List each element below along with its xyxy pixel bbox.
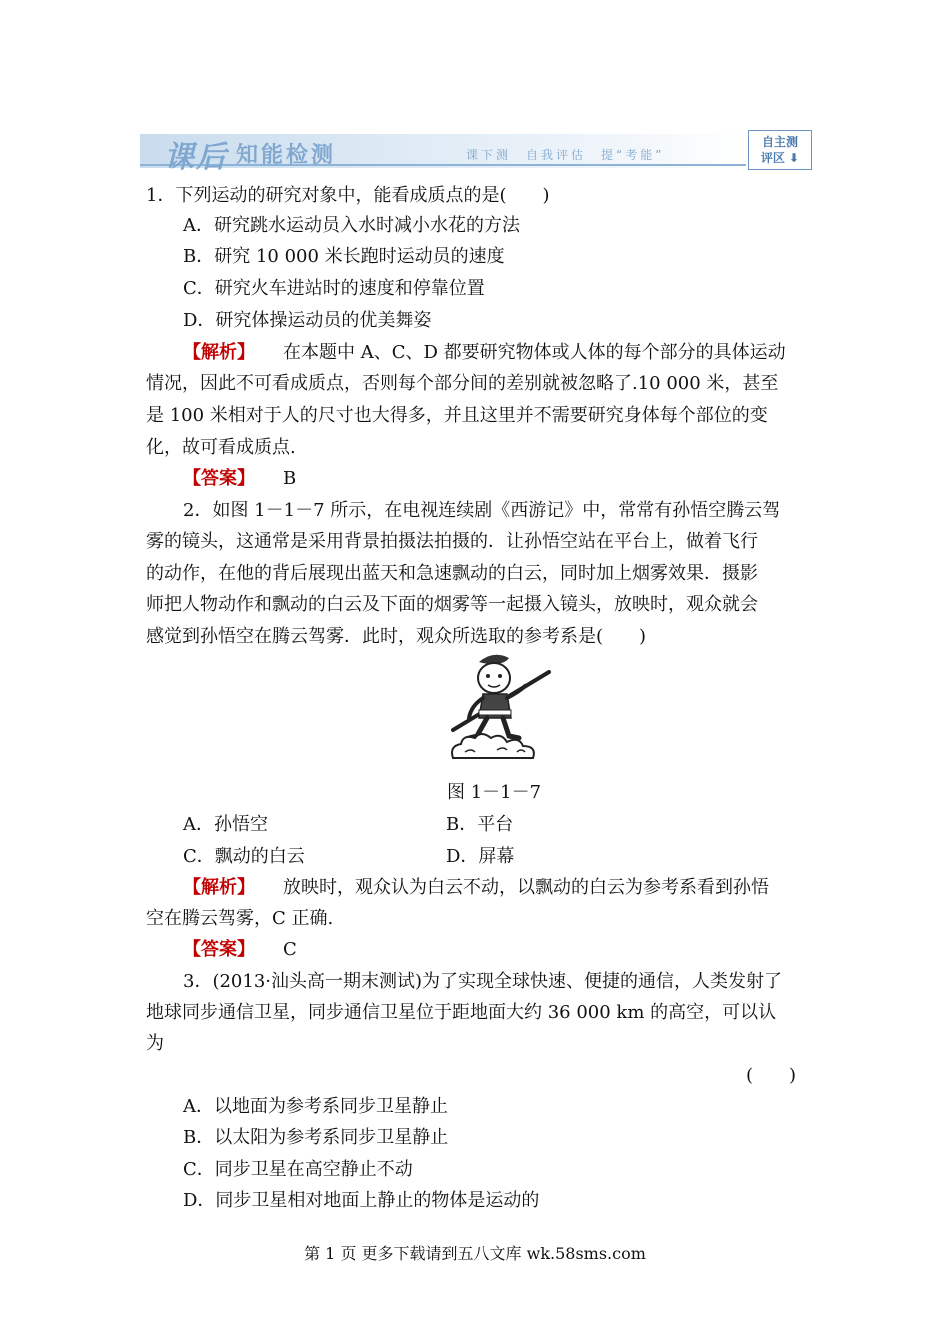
q2-stem-line-1: 2．如图 1－1－7 所示，在电视连续剧《西游记》中，常常有孙悟空腾云驾 bbox=[183, 500, 781, 521]
q2-stem-line-2: 雾的镜头，这通常是采用背景拍摄法拍摄的．让孙悟空站在平台上，做着飞行 bbox=[146, 531, 758, 552]
q3-stem-line-2: 地球同步通信卫星，同步通信卫星位于距地面大约 36 000 km 的高空，可以认 bbox=[146, 1002, 777, 1023]
q1-option-c: C．研究火车进站时的速度和停靠位置 bbox=[183, 278, 485, 299]
section-banner bbox=[140, 130, 814, 175]
belt bbox=[479, 710, 511, 715]
banner-big-chars: 课后 bbox=[164, 140, 228, 175]
q1-answer: B bbox=[283, 468, 297, 489]
q2-answer: C bbox=[283, 939, 297, 960]
q2-stem-line-4: 师把人物动作和飘动的白云及下面的烟雾等一起摄入镜头，放映时，观众就会 bbox=[146, 594, 758, 615]
q1-option-b: B．研究 10 000 米长跑时运动员的速度 bbox=[183, 246, 505, 267]
q2-option-a: A．孙悟空 bbox=[183, 814, 268, 835]
q1-answer-line bbox=[183, 467, 296, 491]
right-leg bbox=[503, 718, 519, 738]
q1-analysis-line-1 bbox=[183, 341, 786, 365]
q1-option-a: A．研究跳水运动员入水时减小水花的方法 bbox=[183, 215, 520, 236]
q2-option-c: C．飘动的白云 bbox=[183, 846, 305, 867]
figure-caption: 图 1－1－7 bbox=[447, 782, 542, 803]
q3-stem-line-3: 为 bbox=[146, 1033, 164, 1054]
right-arm bbox=[507, 686, 525, 698]
q1-option-d: D．研究体操运动员的优美舞姿 bbox=[183, 310, 432, 331]
q2-stem-line-3: 的动作，在他的背后展现出蓝天和急速飘动的白云，同时加上烟雾效果．摄影 bbox=[146, 563, 758, 584]
q2-answer-tag: 【答案】 bbox=[183, 939, 255, 960]
q2-analysis-tag: 【解析】 bbox=[183, 877, 255, 898]
q3-answer-bracket: ( ) bbox=[746, 1065, 797, 1086]
q2-option-b: B．平台 bbox=[446, 814, 514, 835]
banner-title: 知能检测 bbox=[236, 143, 337, 168]
q1-analysis-text-1: 在本题中 A、C、D 都要研究物体或人体的每个部分的具体运动 bbox=[283, 342, 786, 363]
zone-line-1: 自主测 bbox=[761, 135, 798, 149]
banner-slogan: 课下测 自我评估 提“考能” bbox=[466, 148, 665, 162]
monkey-king-figure bbox=[445, 648, 557, 772]
zone-line-2: 评区 ⬇ bbox=[760, 151, 800, 165]
q1-analysis-line-2: 情况，因此不可看成质点，否则每个部分间的差别就被忽略了.10 000 米，甚至 bbox=[146, 373, 779, 394]
q2-option-d: D．屏幕 bbox=[446, 846, 515, 867]
q2-answer-line bbox=[183, 938, 297, 962]
cloud bbox=[452, 734, 534, 758]
q2-analysis-line-2: 空在腾云驾雾，C 正确. bbox=[146, 908, 334, 929]
q2-analysis-line-1 bbox=[183, 876, 769, 900]
q3-option-c: C．同步卫星在高空静止不动 bbox=[183, 1159, 413, 1180]
q1-stem: 1．下列运动的研究对象中，能看成质点的是( ) bbox=[146, 185, 550, 206]
q3-stem-line-1: 3．(2013·汕头高一期末测试)为了实现全球快速、便捷的通信，人类发射了 bbox=[183, 971, 783, 992]
q2-analysis-text-1: 放映时，观众认为白云不动，以飘动的白云为参考系看到孙悟 bbox=[283, 877, 769, 898]
q1-analysis-line-4: 化，故可看成质点. bbox=[146, 437, 296, 458]
self-test-zone-link[interactable] bbox=[748, 130, 812, 170]
head bbox=[478, 663, 510, 693]
q3-option-b: B．以太阳为参考系同步卫星静止 bbox=[183, 1127, 449, 1148]
banner-underline bbox=[140, 164, 746, 166]
q3-option-d: D．同步卫星相对地面上静止的物体是运动的 bbox=[183, 1190, 540, 1211]
q1-answer-tag: 【答案】 bbox=[183, 468, 255, 489]
q3-option-a: A．以地面为参考系同步卫星静止 bbox=[183, 1096, 448, 1117]
q2-stem-line-5: 感觉到孙悟空在腾云驾雾．此时，观众所选取的参考系是( ) bbox=[146, 626, 647, 647]
q1-analysis-line-3: 是 100 米相对于人的尺寸也大得多，并且这里并不需要研究身体每个部位的变 bbox=[146, 405, 768, 426]
left-eye bbox=[486, 674, 490, 678]
q1-analysis-tag: 【解析】 bbox=[183, 342, 255, 363]
page-footer: 第 1 页 更多下载请到五八文库 wk.58sms.com bbox=[304, 1244, 646, 1263]
right-eye bbox=[498, 674, 502, 678]
